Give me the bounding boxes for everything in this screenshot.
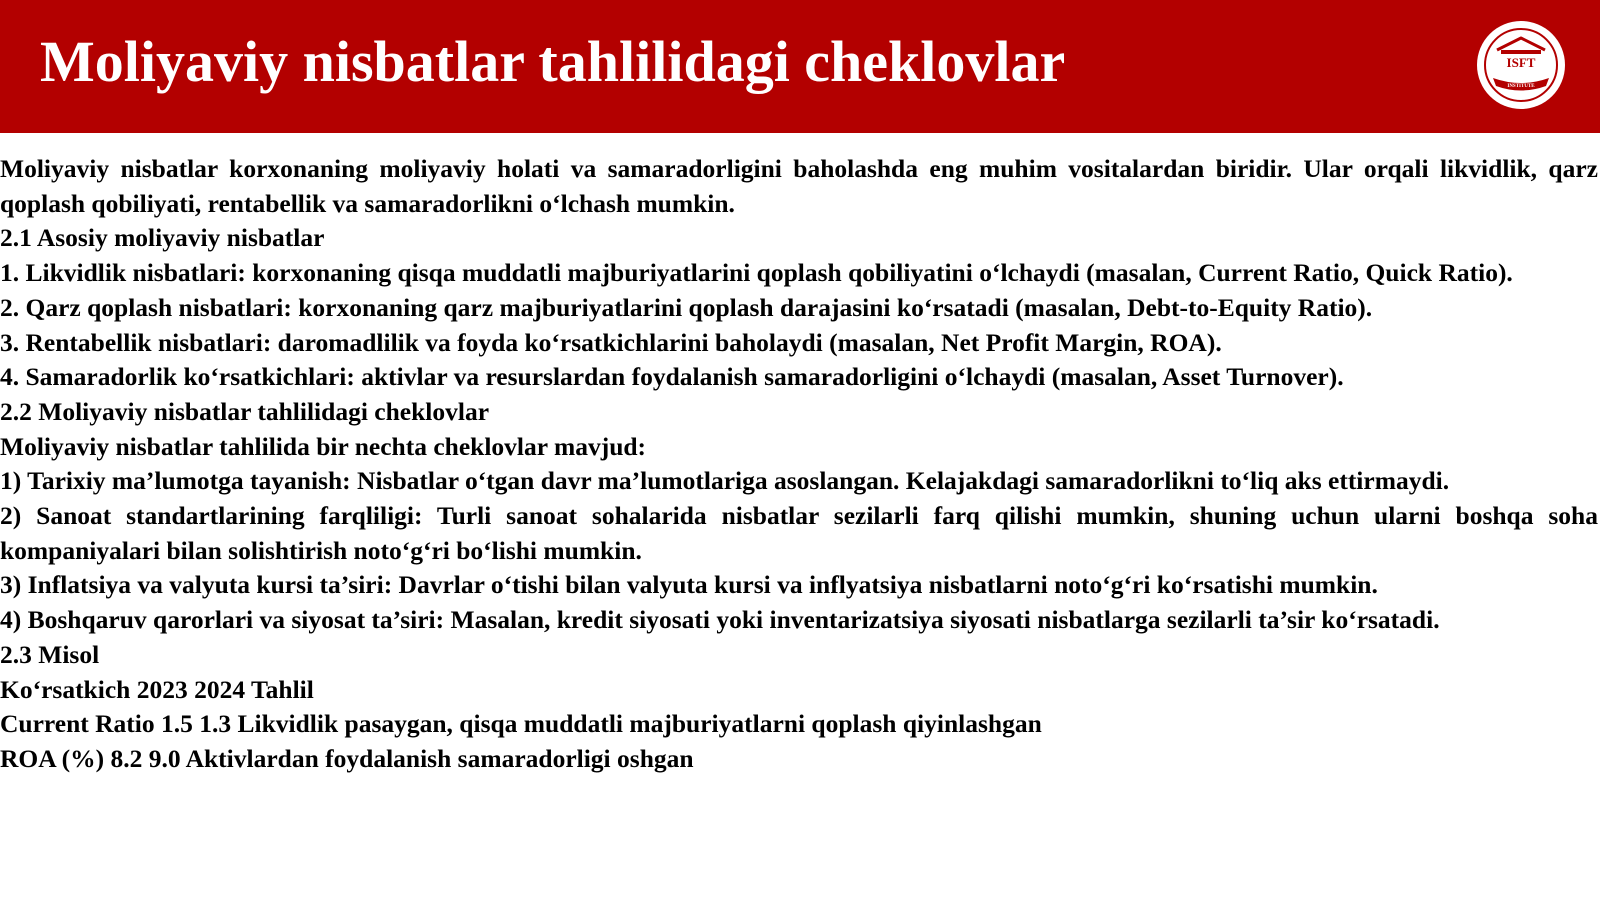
list-item: 3) Inflatsiya va valyuta kursi ta’siri: Davrlar o‘tishi bilan valyuta kursi va inflyatsiya nisbatlarni noto‘g‘ri ko‘rsatishi mumkin. (0, 570, 1378, 600)
logo-text: ISFT (1506, 55, 1536, 70)
list-item: 1) Tarixiy ma’lumotga tayanish: Nisbatlar o‘tgan davr ma’lumotlariga asoslangan. Kelajakdagi samaradorlikni to‘liq aks ettirmaydi. (0, 466, 1450, 496)
list-item: 4) Boshqaruv qarorlari va siyosat ta’siri: Masalan, kredit siyosati yoki inventarizatsiya siyosati nisbatlarga sezilarli ta’sir ko‘rsatadi. (0, 605, 1440, 635)
list-item: 2. Qarz qoplash nisbatlari: korxonaning qarz majburiyatlarini qoplash darajasini ko‘rsatadi (masalan, Debt-to-Equity Ratio). (0, 292, 1373, 322)
slide-body (0, 152, 1598, 777)
table-row: Current Ratio 1.5 1.3 Likvidlik pasaygan, qisqa muddatli majburiyatlarni qoplash qiyinlashgan (0, 709, 1042, 739)
section-heading-2-3: 2.3 Misol (0, 639, 100, 669)
logo-subtext: INSTITUTE (1507, 84, 1535, 89)
list-item: 3. Rentabellik nisbatlari: daromadlilik va foyda ko‘rsatkichlarini baholaydi (masalan, Net Profit Margin, ROA). (0, 327, 1222, 357)
section-heading-2-1: 2.1 Asosiy moliyaviy nisbatlar (0, 223, 325, 253)
table-header-row: Ko‘rsatkich 2023 2024 Tahlil (0, 674, 314, 704)
list-item: 1. Likvidlik nisbatlari: korxonaning qisqa muddatli majburiyatlarini qoplash qobiliyatini o‘lchaydi (masalan, Current Ratio, Quick Ratio). (0, 258, 1513, 288)
slide-header (0, 0, 1600, 133)
table-row: ROA (%) 8.2 9.0 Aktivlardan foydalanish samaradorligi oshgan (0, 743, 694, 773)
institute-seal-icon (1476, 20, 1566, 110)
slide-title: Moliyaviy nisbatlar tahlilidagi cheklovlar (40, 29, 1066, 94)
section-intro: Moliyaviy nisbatlar tahlilida bir nechta cheklovlar mavjud: (0, 431, 647, 461)
list-item: 4. Samaradorlik ko‘rsatkichlari: aktivlar va resurslardan foydalanish samaradorligini o‘lchaydi (masalan, Asset Turnover). (0, 362, 1344, 392)
list-item: 2) Sanoat standartlarining farqliligi: Turli sanoat sohalarida nisbatlar sezilarli farq qilishi mumkin, shuning uchun ularni boshqa soha kompaniyalari bilan solishtirish noto‘g‘ri bo‘lishi mumkin. (0, 501, 1598, 565)
section-heading-2-2: 2.2 Moliyaviy nisbatlar tahlilidagi cheklovlar (0, 396, 490, 426)
intro-paragraph: Moliyaviy nisbatlar korxonaning moliyaviy holati va samaradorligini baholashda eng muhim vositalardan biridir. Ular orqali likvidlik, qarz qoplash qobiliyati, rentabellik va samaradorlikni o‘lchash mumkin. (0, 154, 1598, 218)
